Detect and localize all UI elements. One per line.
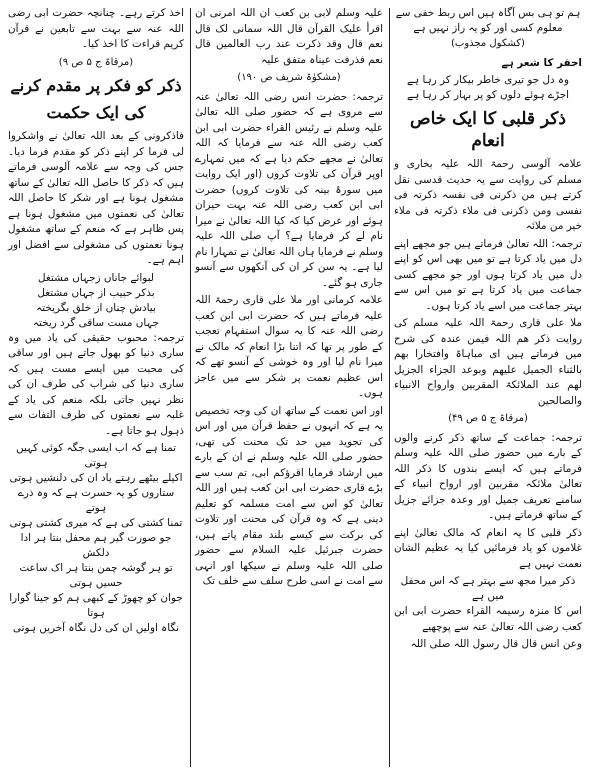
paragraph: ذکر قلبی کا یہ انعام کہ مالک تعالیٰ اپنے غلاموں کو یاد فرمائیں کیا یہ عظیم الشان نعمت نہیں ہے — [394, 526, 582, 570]
verse-line: تمنا کشتی کی ہے کہ میری کشتی ہوتی — [9, 517, 183, 529]
paragraph: ملا علی قاری رحمۃ اللہ علیہ مسلم کی روایت ذکر ھم اللہ فیمن عندہ کی شرح میں فرماتے ہیں ای مباہاۃ وافتخارا بھم بالثناء الجمیل علیھم وبوعد الجزاء الجزیل لھم عند الملائکۃ المقربین وارواح الانبیاء والصالحین — [394, 317, 582, 407]
verse-line: جہاں مست ساقی گرد ریختہ — [32, 316, 160, 329]
verse-line: بذکر حبیب از جہاں مشتغل — [37, 286, 155, 299]
couplet-line-1: وہ دل جو تیری خاطر بیکار کر رہا ہے — [406, 74, 570, 86]
paragraph: ترجمہ: محبوب حقیقی کی یاد میں وہ ساری دنیا کو بھول جاتے ہیں اور ساقی کی محبت میں ایسے مست ہیں کہ ساری دنیا کی شراب کی طرف ان کی نظر نہیں جاتی بلکہ منعم کی یاد کے غلبہ سے نعمتوں کی طرف التفات سے ذہول ہو جاتا ہے۔ — [8, 331, 184, 437]
column-left — [4, 6, 188, 769]
verse-line: بیادش چناں از خلق بگریختہ — [36, 301, 156, 314]
paragraph: ترجمہ: اللہ تعالیٰ فرماتے ہیں جو مجھے اپنے دل میں یاد کرتا ہے تو میں بھی اس کو اپنے دل میں یاد کرتا ہوں اور جو مجھے کسی جماعت میں یاد کرتا ہے تو میں اس سے بہتر جماعت میں اسے یاد کرتا ہوں۔ — [394, 237, 582, 312]
column-divider — [190, 8, 191, 767]
paragraph: علامہ آلوسی رحمۃ اللہ علیہ بخاری و مسلم کی روایت سے یہ حدیث قدسی نقل کرتے ہیں من ذکرنی فی نفسہ ذکرتہ فی نفسی ومن ذکرنی فی ملاء ذکرتہ فی ملاء خیر من ملائہ — [394, 158, 582, 232]
column-middle — [191, 6, 387, 769]
paragraph: علامہ کرمانی اور ملا علی قاری رحمۃ اللہ علیہ فرماتے ہیں کہ حضرت ابی ابن کعب رضی اللہ عنہ کا یہ سوال استفہام تعجب کے طور پر تھا کہ اتنا بڑا انعام کہ مالک نے میرا نام لیا اور وہ خوشی کے آنسو تھے کہ اس عظیم نعمت پر شکر سے میں عاجز ہوں۔ — [195, 294, 383, 399]
section-heading-line-2: کی ایک حکمت — [46, 103, 146, 122]
end-verse-line: ذکر میرا مجھ سے بہتر ہے کہ اس محفل میں ہے — [400, 575, 576, 602]
section-heading-dhikr-qalbi: ذکر قلبی کا ایک خاص انعام — [410, 109, 566, 151]
paragraph: فاذکرونی کے بعد اللہ تعالیٰ نے واشکروا لی فرما کر اپنے ذکر کو مقدم فرما دیا۔ جس کی وجہ سے علامہ آلوسی فرماتے ہیں کہ ذکر کا حاصل اللہ تعالیٰ کے ساتھ مشغول ہونا ہے اور شکر کا حاصل اللہ تعالیٰ کی نعمتوں میں مشغول ہونا ہے پس ظاہر ہے کہ منعم کے ساتھ مشغول ہونا نعمتوں کی مشغولی سے افضل اور اہم ہے۔ — [8, 130, 184, 266]
column-divider — [389, 8, 390, 767]
section-heading-line-1: ذکر کو فکر پر مقدم کرنے — [10, 76, 182, 95]
paragraph-ref: (مشکوٰۃ شریف ص ۱۹۰) — [237, 72, 341, 83]
verse-line: جوان کو چھوڑ کے کبھی ہم کو جینا گوارا ہوتا — [9, 592, 183, 619]
verse-line: جو صورت گیر ہم محفل بنتا ہر ادا دلکش — [20, 532, 172, 559]
verse-line: ستاروں کو یہ حسرت ہے کہ وہ ذرے ہوتے — [17, 487, 175, 514]
poet-line: احقر کا شعر ہے — [501, 56, 582, 69]
verse-line: تمنا ہے کہ اب ایسی جگہ کوئی کہیں ہوتی — [15, 442, 177, 469]
paragraph: علیہ وسلم لابی بن کعب ان اللہ امرنی ان اقرأ علیک القرآن قال اللہ سمانی لک قال نعم قال وقد ذکرت عند رب العالمین قال نعم فذرفت عیناہ متفق علیہ — [195, 7, 383, 66]
verse-line: اکیلے بیٹھے رہتے یاد ان کی دلنشیں ہوتی — [9, 472, 183, 484]
verse-line: تو ہر گوشہ چمن بنتا ہر اک ساعت حسیں ہوتی — [19, 562, 173, 589]
intro-verse-ref: (کشکول مجذوب) — [451, 38, 525, 49]
paragraph-ref: (مرقاۃ ج ۵ ص ۹) — [58, 56, 134, 68]
intro-verse-line-1: ہم تو ہی بس آگاہ ہیں اس ربط خفی سے — [395, 7, 581, 19]
paragraph: وعن انس قال قال رسول اللہ صلی اللہ — [410, 638, 582, 650]
couplet-line-2: اجڑے ہوئے دلوں کو پر بہار کر رہا ہے — [406, 89, 569, 101]
paragraph: ترجمہ: حضرت انس رضی اللہ تعالیٰ عنہ سے مروی ہے کہ حضور صلی اللہ تعالیٰ علیہ وسلم نے رئیس القراء حضرت ابی ابن کعب رضی اللہ عنہ سے فرمایا کہ اللہ تعالیٰ نے مجھے حکم دیا ہے کہ میں تمہارے اوپر قرآن کی تلاوت کروں (اور ایک روایت میں سورۂ بینہ کی تلاوت کروں) حضرت ابی ابن کعب رضی اللہ عنہ بہت حیران ہوئے اور عرض کیا کہ کیا اللہ تعالیٰ نے میرا نام لے کر فرمایا ہے؟ آپ صلی اللہ علیہ وسلم نے فرمایا ہاں اللہ تعالیٰ نے تمہارا نام لیا ہے۔ یہ سن کر ان کی آنکھوں سے آنسو جاری ہو گئے۔ — [195, 90, 383, 289]
paragraph: اخذ کرتے رہے۔ چنانچہ حضرت ابی رضی اللہ عنہ سے بہت سے تابعین نے قرآن کریم قراءت کا اخذ کیا۔ — [8, 7, 184, 50]
paragraph-ref: (مرقاۃ ج ۵ ص ۴۹) — [448, 413, 528, 424]
intro-verse-line-2: معلوم کسی اور کو یہ راز نہیں ہے — [413, 22, 563, 34]
paragraph: اور اس نعمت کے ساتھ ان کی وجہ تخصیص یہ ہے کہ انہوں نے حفظ قرآن میں اور اس کی تجوید میں حد تک محنت کی تھی، حضور صلی اللہ علیہ وسلم نے ان کے بارے میں ارشاد فرمایا اقرؤکم ابی، تم سب سے بڑے قاری حضرت ابی ابن کعب ہیں اور اللہ تعالیٰ کو اس سے امت مسلمہ کو تعلیم دینی ہے کہ وہ قرآن کی محنت اور تلاوت کی برکت سے کیسے بلند مقام پاتے ہیں، حضرت جبرئیل علیہ السلام سے حضور صلی اللہ علیہ وسلم نے سیکھا اور انہی سے امت نے اسی طرح سلف سے خلف تک — [195, 404, 383, 587]
paragraph: ترجمہ: جماعت کے ساتھ ذکر کرنے والوں کے بارے میں حضور صلی اللہ علیہ وسلم فرماتے ہیں کہ ایسے بندوں کا ذکر اللہ تعالیٰ ملائکہ مقربین اور ارواح انبیاء کے سامنے تعریف جمیل اور وعدہ جزائے جزیل کے ساتھ فرماتے ہیں۔ — [394, 431, 582, 521]
verse-line: نگاہ اولیں ان کی دل نگاہ آخریں ہوتی — [12, 622, 180, 634]
verse-line: لبوائے جاناں زجہاں مشتغل — [38, 271, 154, 284]
column-right — [390, 6, 586, 769]
paragraph: اس کا منزہ رسیمہ القراء حضرت ابی ابن کعب رضی اللہ تعالیٰ عنہ سے پوچھیے — [394, 605, 582, 633]
